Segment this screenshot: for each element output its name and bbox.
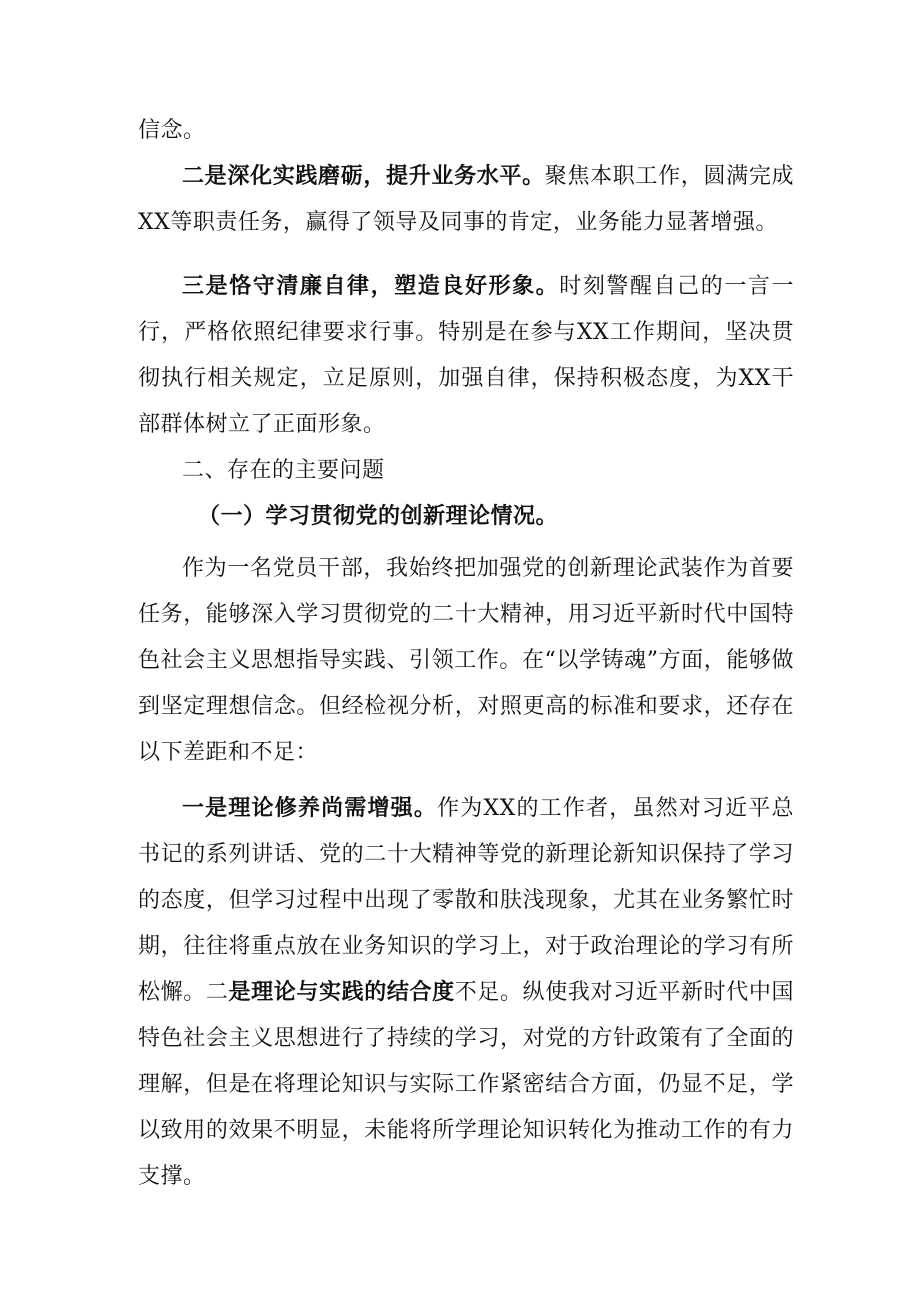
subsection-heading-block (182, 494, 794, 540)
paragraph-text: 作为XX的工作者，虽然对习近平总书记的系列讲话、党的二十大精神等党的新理论新知识保持了学习的态度，但学习过程中出现了零散和肤浅现象，尤其在业务繁忙时期，往往将重点放在业务知识的学习上，对于政治理论的学习有所松懈。二 (138, 796, 794, 1005)
paragraph-lead: 一是理论修养尚需增强。 (182, 796, 438, 821)
paragraph-overview (138, 546, 794, 776)
paragraph-integrity (138, 264, 794, 448)
paragraph-body (138, 154, 794, 246)
paragraph-theory (138, 786, 794, 1200)
paragraph-lead: 二是深化实践磨砺，提升业务水平。 (182, 164, 545, 189)
section-heading: 二、存在的主要问题 (182, 458, 385, 483)
paragraph-text: 聚焦本职工作，圆满完成XX等职责任务，赢得了领导及同事的肯定，业务能力显著增强。 (138, 164, 794, 235)
section-heading-block (138, 448, 794, 494)
paragraph-lead: 三是恪守清廉自律，塑造良好形象。 (182, 274, 560, 299)
paragraph-text-secondary: 不足。纵使我对习近平新时代中国特色社会主义思想进行了持续的学习，对党的方针政策有了全面的理解，但是在将理论知识与实际工作紧密结合方面，仍显不足，学以致用的效果不明显，未能将所学理论知识转化为推动工作的有力支撑。 (138, 980, 794, 1189)
paragraph-body (138, 264, 794, 448)
paragraph-text: 作为一名党员干部，我始终把加强党的创新理论武装作为首要任务，能够深入学习贯彻党的二十大精神，用习近平新时代中国特色社会主义思想指导实践、引领工作。在“以学铸魂”方面，能够做到坚定理想信念。但经检视分析，对照更高的标准和要求，还存在以下差距和不足： (138, 556, 794, 765)
paragraph-continuation (138, 108, 794, 154)
paragraph-body (138, 786, 794, 1200)
subsection-heading: （一）学习贯彻党的创新理论情况。 (198, 504, 559, 529)
paragraph-lead-secondary: 是理论与实践的结合度 (228, 980, 455, 1005)
paragraph-text: 信念。 (138, 118, 206, 143)
paragraph-practice (138, 154, 794, 246)
paragraph-text: 时刻警醒自己的一言一行，严格依照纪律要求行事。特别是在参与XX工作期间，坚决贯彻执行相关规定，立足原则，加强自律，保持积极态度，为XX干部群体树立了正面形象。 (138, 274, 794, 437)
